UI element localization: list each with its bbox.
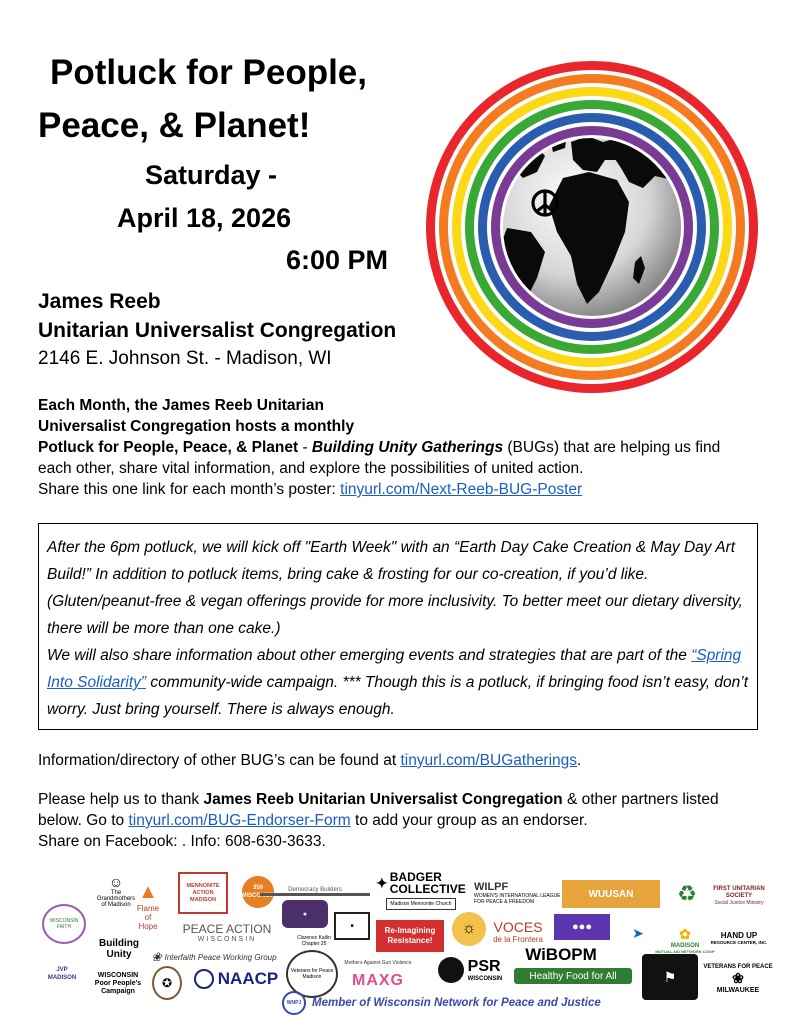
directory-end: . bbox=[577, 752, 582, 769]
directory-text: Information/directory of other BUG’s can be found at bbox=[38, 752, 401, 769]
psr-text bbox=[468, 958, 503, 982]
rainbow-globe-icon bbox=[421, 56, 763, 398]
intro-share bbox=[38, 479, 758, 500]
partner-logos bbox=[38, 868, 773, 1018]
vfp-milwaukee-name: VETERANS FOR PEACE bbox=[703, 964, 773, 970]
intro-dash: - bbox=[298, 439, 312, 456]
thanks-bold: James Reeb Unitarian Universalist Congregation bbox=[203, 791, 563, 808]
intro-bold-line2: Universalist Congregation hosts a monthly bbox=[38, 418, 355, 435]
clarence-kailin-logo: Clarence Kailin Chapter 25 bbox=[297, 935, 331, 947]
three50-wisconsin-logo: 350 WISCONSIN bbox=[242, 876, 274, 908]
paw-icon: ✦ bbox=[376, 874, 388, 891]
spring-into-solidarity-link[interactable]: “Spring Into Solidarity” bbox=[47, 647, 742, 691]
venue-address: 2146 E. Johnson St. - Madison, WI bbox=[38, 348, 332, 369]
naacp-seal-icon bbox=[194, 969, 214, 989]
intro-bold-line1: Each Month, the James Reeb Unitarian bbox=[38, 397, 324, 414]
sun-face-icon: ☼ bbox=[452, 912, 486, 946]
peace-action-logo bbox=[172, 918, 282, 946]
hand-up-logo bbox=[710, 920, 768, 956]
grandmother-icon: ☺ bbox=[108, 874, 124, 890]
mothers-against-logo: Mothers Against Gun Violence bbox=[344, 960, 412, 966]
event-time: 6:00 PM bbox=[286, 245, 389, 275]
wibopm-logo: WiBOPM bbox=[525, 945, 597, 964]
wnpj-text: Member of Wisconsin Network for Peace and Justice bbox=[312, 997, 601, 1009]
building-unity-logo: Building Unity bbox=[99, 938, 139, 960]
facebook-line: Share on Facebook: . Info: 608-630-3633. bbox=[38, 833, 326, 850]
thanks-body bbox=[38, 789, 758, 831]
flame-of-hope-logo: ▲ Flame of Hope bbox=[136, 881, 160, 931]
intro-rest: (BUGs) that are helping us find each other, share vital information, and explore the possibilities of united action. bbox=[38, 439, 721, 477]
hand-up-sub: RESOURCE CENTER, INC. bbox=[710, 940, 768, 945]
wilpf-name: WILPF bbox=[474, 881, 509, 893]
jvp-madison-logo: JVP MADISON bbox=[47, 967, 77, 981]
madison-mennonite-church-logo: Madison Mennonite Church bbox=[386, 898, 456, 910]
veterans-for-peace-madison-logo: Veterans for Peace Madison bbox=[286, 950, 338, 998]
healthy-food-logo: Healthy Food for All bbox=[514, 968, 632, 984]
vfp-milwaukee-logo bbox=[703, 956, 773, 1002]
solidarity-text-b: community-wide campaign. *** Though this is a potluck, if bringing food isn’t easy, don’t worry. Just bring yourself. There is always enough. bbox=[47, 674, 749, 718]
voces-sub: de la Frontera bbox=[493, 934, 543, 944]
earth-week-box bbox=[38, 523, 758, 730]
badger-collective-logo: ✦ BADGER COLLECTIVE bbox=[376, 870, 466, 896]
naacp-logo bbox=[188, 964, 284, 994]
mennonite-action-logo: MENNONITE ACTION MADISON bbox=[178, 872, 228, 914]
transit-logo: ■ bbox=[334, 912, 370, 940]
seal-icon: ✪ bbox=[152, 966, 182, 1000]
wnpj-icon: WNPJ bbox=[282, 991, 306, 1015]
wilpf-sub: WOMEN'S INTERNATIONAL LEAGUE FOR PEACE & FREEDOM bbox=[474, 893, 561, 905]
venue-name-line1: James Reeb bbox=[38, 290, 161, 313]
wuusan-logo: WUUSAN bbox=[562, 880, 660, 908]
event-day: Saturday - bbox=[145, 160, 278, 190]
interfaith-name: Interfaith Peace Working Group bbox=[164, 952, 277, 962]
dove-icon: ❀ bbox=[151, 950, 162, 964]
hawk-icon: ➤ bbox=[632, 924, 644, 941]
peace-action-name: PEACE ACTION bbox=[182, 921, 272, 936]
wi-poor-peoples-logo: WISCONSIN Poor People's Campaign bbox=[94, 972, 142, 995]
recycle-icon: ♻ bbox=[677, 881, 697, 906]
poster-title-line2: Peace, & Planet! bbox=[38, 106, 311, 145]
hand-up-name: HAND UP bbox=[720, 931, 758, 940]
maxg-logo: MAXG bbox=[352, 972, 404, 989]
first-unitarian-name: FIRST UNITARIAN SOCIETY bbox=[713, 886, 765, 899]
solidarity-text-a: We will also share information about other emerging events and strategies that are part of the bbox=[47, 647, 692, 664]
thanks-pre: Please help us to thank bbox=[38, 791, 204, 808]
psr-sub: WISCONSIN bbox=[467, 976, 503, 982]
next-poster-link[interactable]: tinyurl.com/Next-Reeb-BUG-Poster bbox=[340, 481, 583, 498]
psr-name: PSR bbox=[467, 958, 501, 975]
intro-body bbox=[38, 437, 758, 479]
intro-share-text: Share this one link for each month’s poster: bbox=[38, 481, 341, 498]
thanks-paragraph bbox=[38, 789, 758, 852]
solidarity-text bbox=[47, 642, 749, 723]
dove-icon-2: ❀ bbox=[732, 970, 744, 986]
intro-paragraph bbox=[38, 395, 758, 500]
bug-directory-link[interactable]: tinyurl.com/BUGatherings bbox=[400, 752, 578, 769]
group-silhouette-logo: ⚑ bbox=[642, 954, 698, 1000]
peace-action-sub: WISCONSIN bbox=[197, 935, 257, 943]
intro-italic-name: Building Unity Gatherings bbox=[311, 439, 504, 456]
flower-icon: ✿ bbox=[679, 926, 691, 942]
democracy-builders-logo: Democracy Builders bbox=[260, 874, 370, 896]
thanks-post: to add your group as an endorser. bbox=[350, 812, 588, 829]
flame-icon: ▲ bbox=[138, 881, 158, 903]
vfp-milwaukee-sub: MILWAUKEE bbox=[716, 987, 760, 994]
first-unitarian-logo bbox=[710, 876, 768, 916]
directory-line bbox=[38, 750, 758, 771]
thanks-mid: & other partners listed below. Go to bbox=[38, 791, 719, 829]
earth-week-text: After the 6pm potluck, we will kick off "Earth Week" with an “Earth Day Cake Creation & May Day Art Build!” In addition to potluck items, bring cake & frosting for our co-creation, if you’d like. (Gluten/peanut-free & vegan offerings provide for more inclusivity. To better meet our dietary diversity, there will be more than one cake.) bbox=[47, 539, 743, 637]
re-imagining-resistance-logo: Re-Imagining Resistance! bbox=[376, 920, 444, 952]
naacp-name: NAACP bbox=[217, 969, 279, 988]
psr-logo bbox=[430, 950, 510, 990]
voces-logo bbox=[486, 914, 550, 948]
endorser-form-link[interactable]: tinyurl.com/BUG-Endorser-Form bbox=[128, 812, 351, 829]
grandmothers-logo: ☺ The Grandmothers of Madison bbox=[96, 874, 136, 908]
wnpj-member-line bbox=[282, 992, 642, 1014]
voces-name: VOCES bbox=[493, 918, 543, 935]
purple-org-logo: ★ bbox=[282, 900, 328, 928]
wisconsin-faith-logo: WISCONSIN FAITH bbox=[42, 904, 86, 944]
first-unitarian-sub: Social Justice Ministry bbox=[714, 900, 764, 906]
madison-mutual-name: MADISON bbox=[670, 943, 700, 949]
purple-badge-logo: ●●● bbox=[554, 914, 610, 940]
intro-bold-name: Potluck for People, Peace, & Planet bbox=[38, 439, 299, 456]
poster-title-line1: Potluck for People, bbox=[50, 53, 367, 92]
event-date: April 18, 2026 bbox=[117, 203, 292, 233]
wilpf-logo bbox=[474, 878, 564, 908]
venue-name-line2: Unitarian Universalist Congregation bbox=[38, 319, 397, 342]
psr-globe-icon bbox=[438, 957, 464, 983]
madison-mutual-sub: MUTUAL AID NETWORK COOP bbox=[655, 949, 715, 954]
